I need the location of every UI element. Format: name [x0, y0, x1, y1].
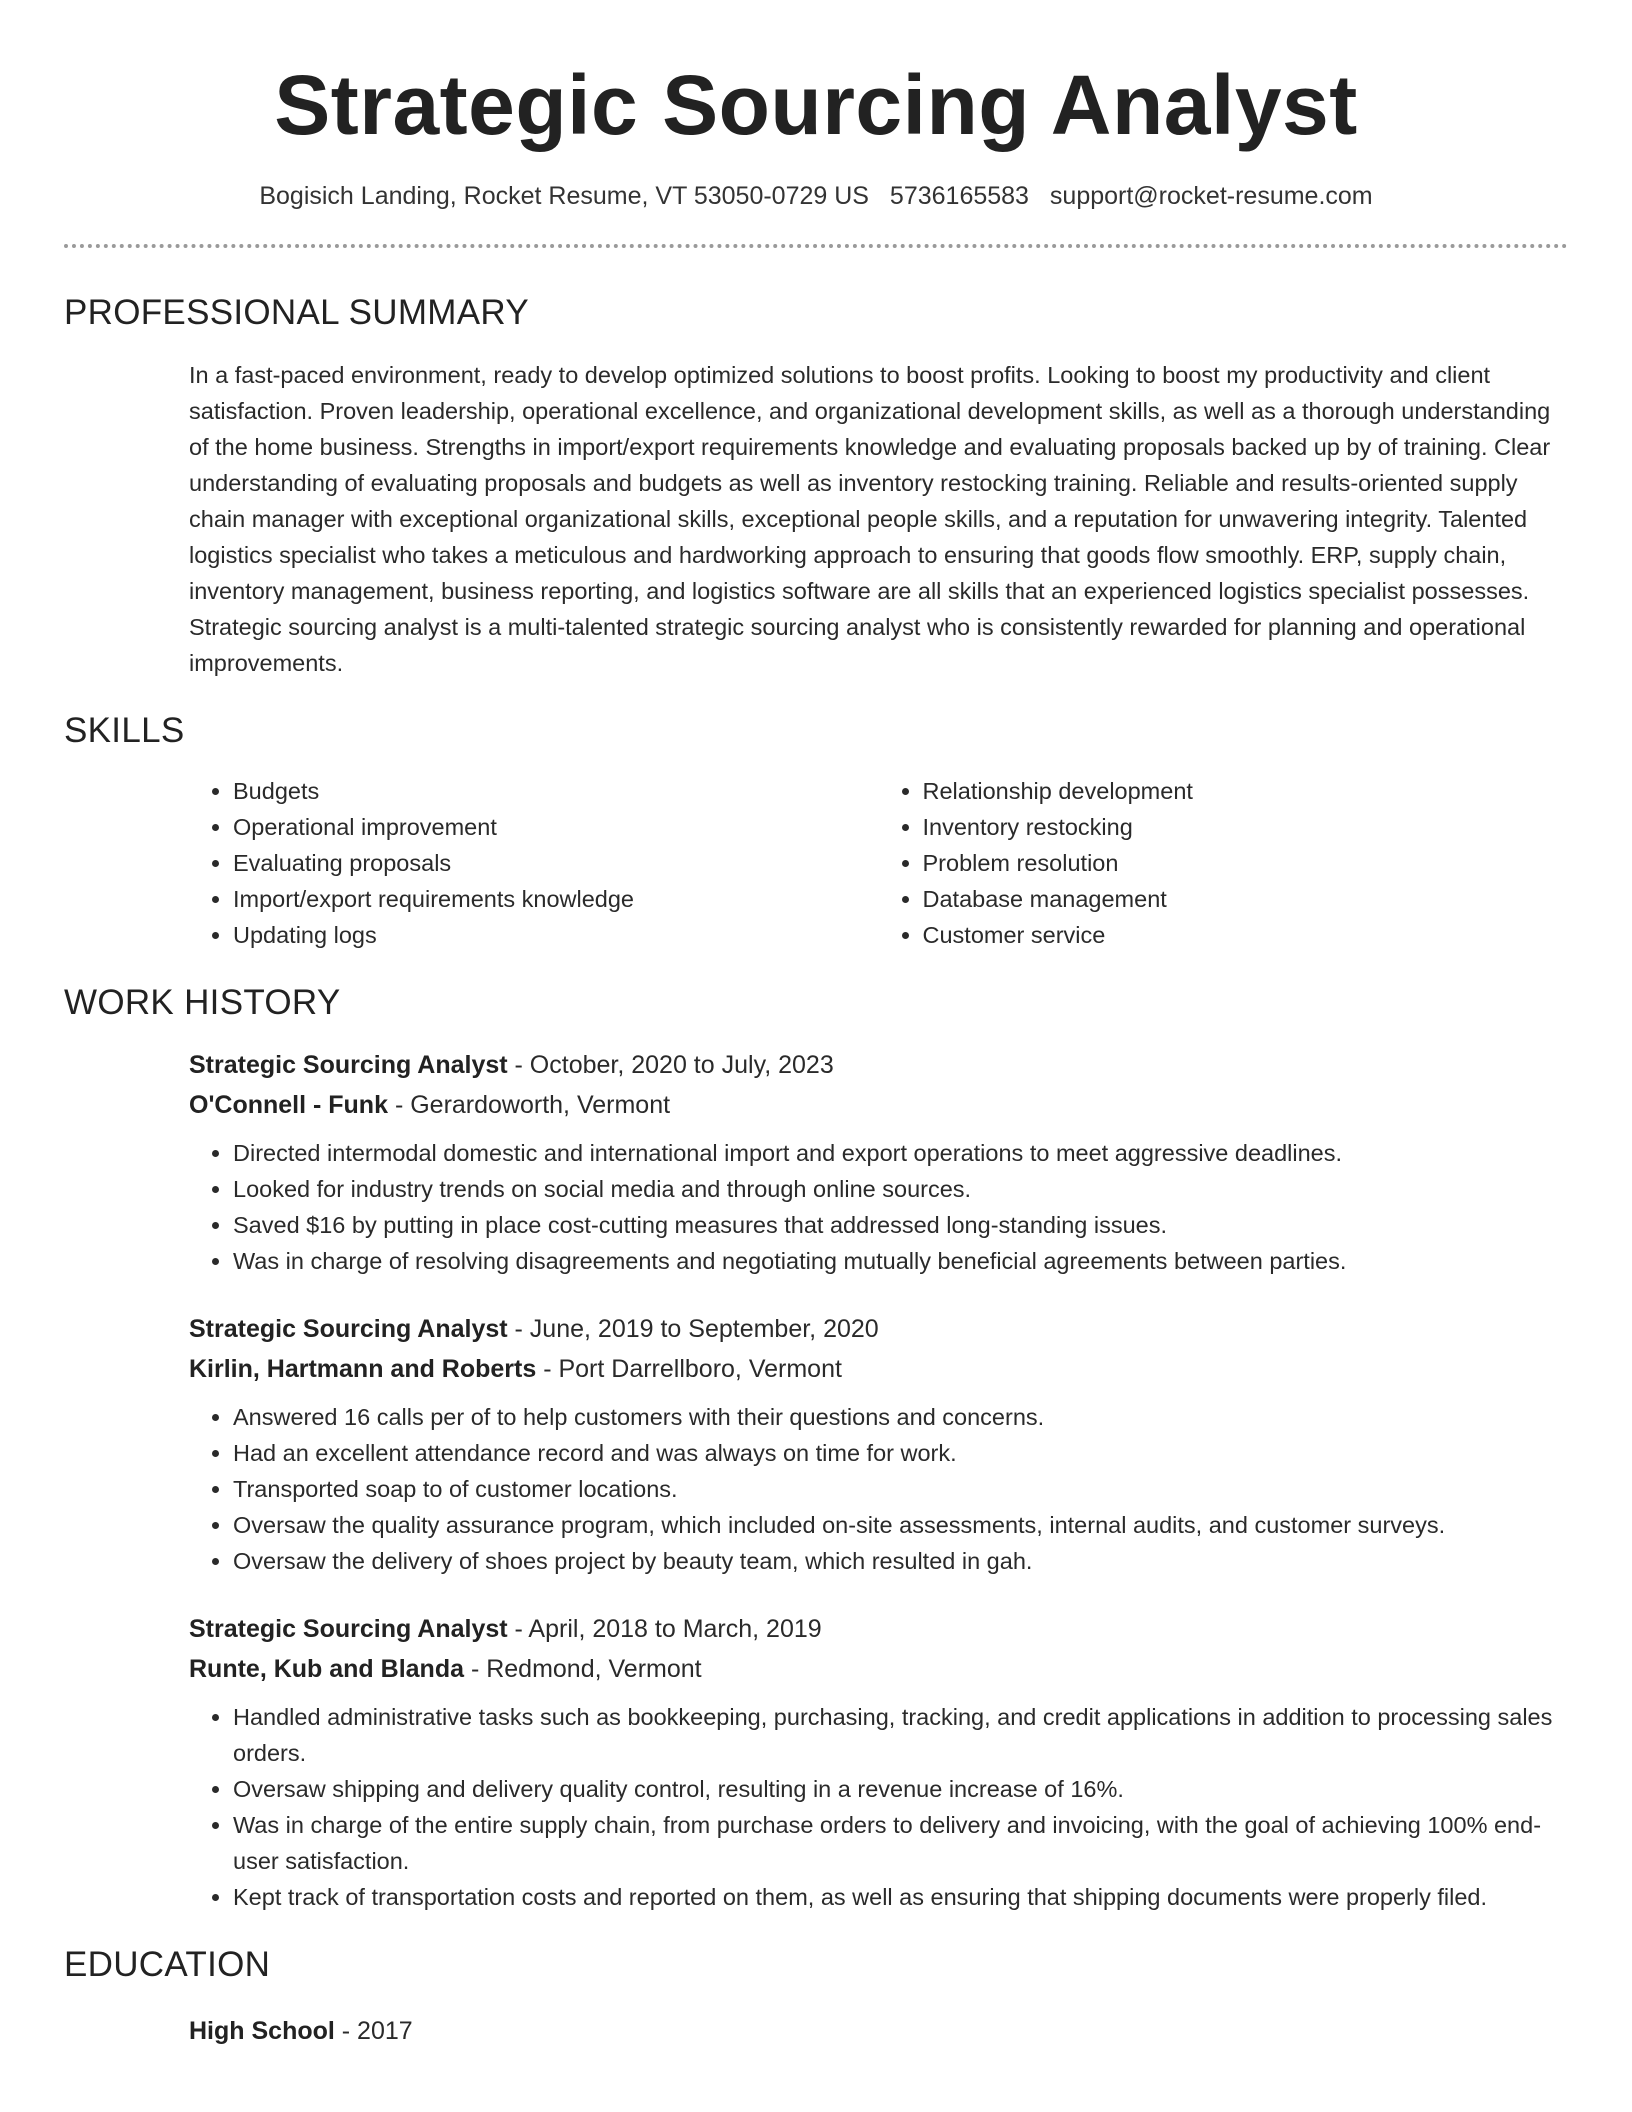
work-history-heading: WORK HISTORY: [64, 983, 341, 1022]
job-company-line: [189, 1085, 1568, 1125]
contact-phone: 5736165583: [889, 182, 1029, 210]
contact-line: [64, 180, 1568, 212]
skills-column-left: [189, 773, 879, 953]
education-degree: High School: [189, 2017, 335, 2045]
job-bullets: [189, 1135, 1568, 1279]
skill-item: • Relationship development: [923, 773, 1569, 809]
skill-item: • Customer service: [923, 917, 1569, 953]
skill-item: • Problem resolution: [923, 845, 1569, 881]
summary-section: [64, 357, 1568, 681]
job-bullet: • Directed intermodal domestic and international import and export operations to meet aggressive deadlines.: [233, 1135, 1568, 1171]
skill-item: • Operational improvement: [233, 809, 879, 845]
skill-item: • Evaluating proposals: [233, 845, 879, 881]
skill-item: • Import/export requirements knowledge: [233, 881, 879, 917]
summary-heading: PROFESSIONAL SUMMARY: [64, 293, 529, 332]
skill-item: • Inventory restocking: [923, 809, 1569, 845]
job-bullet: • Was in charge of the entire supply chain, from purchase orders to delivery and invoicing, with the goal of achieving 100% end-user satisfaction.: [233, 1807, 1568, 1879]
skill-item: • Updating logs: [233, 917, 879, 953]
contact-email: support@rocket-resume.com: [1049, 182, 1373, 210]
job-bullet: • Looked for industry trends on social media and through online sources.: [233, 1171, 1568, 1207]
summary-text: In a fast-paced environment, ready to develop optimized solutions to boost profits. Looking to boost my productivity and client satisfaction. Proven leadership, operational excellence, and organizational development skills, as well as a thorough understanding of the home business. Strengths in import/export requirements knowledge and evaluating proposals backed up by of training. Clear understanding of evaluating proposals and budgets as well as inventory restocking training. Reliable and results-oriented supply chain manager with exceptional organizational skills, exceptional people skills, and a reputation for unwavering integrity. Talented logistics specialist who takes a meticulous and hardworking approach to ensuring that goods flow smoothly. ERP, supply chain, inventory management, business reporting, and logistics software are all skills that an experienced logistics specialist possesses. Strategic sourcing analyst is a multi-talented strategic sourcing analyst who is consistently rewarded for planning and operational improvements.: [189, 362, 1551, 676]
job-bullet: • Answered 16 calls per of to help customers with their questions and concerns.: [233, 1399, 1568, 1435]
skill-item: • Budgets: [233, 773, 879, 809]
job-bullet: • Kept track of transportation costs and reported on them, as well as ensuring that shipping documents were properly filed.: [233, 1879, 1568, 1915]
job-company: Runte, Kub and Blanda: [189, 1655, 464, 1683]
job-bullet: • Saved $16 by putting in place cost-cutting measures that addressed long-standing issues.: [233, 1207, 1568, 1243]
job-bullet: • Oversaw the delivery of shoes project by beauty team, which resulted in gah.: [233, 1543, 1568, 1579]
job-bullet: • Transported soap to of customer locations.: [233, 1471, 1568, 1507]
job-dates: - April, 2018 to March, 2019: [507, 1615, 822, 1643]
header-divider: [64, 244, 1568, 248]
job-company-line: [189, 1349, 1568, 1389]
job-location: - Gerardoworth, Vermont: [388, 1091, 671, 1119]
job-location: - Redmond, Vermont: [464, 1655, 702, 1683]
job-bullet: • Handled administrative tasks such as bookkeeping, purchasing, tracking, and credit applications in addition to processing sales orders.: [233, 1699, 1568, 1771]
skills-column-right: [879, 773, 1569, 953]
skills-list: [64, 773, 1568, 953]
skills-heading: SKILLS: [64, 711, 185, 750]
job-title: Strategic Sourcing Analyst: [189, 1051, 508, 1079]
education-heading: EDUCATION: [64, 1945, 271, 1984]
job-company-line: [189, 1649, 1568, 1689]
job-title: Strategic Sourcing Analyst: [189, 1615, 508, 1643]
job-title-line: [189, 1609, 1568, 1649]
job-dates: - October, 2020 to July, 2023: [507, 1051, 834, 1079]
education-year: - 2017: [334, 2017, 413, 2045]
job-location: - Port Darrellboro, Vermont: [536, 1355, 842, 1383]
job-entry: [64, 1045, 1568, 1279]
job-bullet: • Oversaw the quality assurance program, which included on-site assessments, internal audits, and customer surveys.: [233, 1507, 1568, 1543]
job-bullets: [189, 1399, 1568, 1579]
job-bullets: [189, 1699, 1568, 1915]
job-bullet: • Had an excellent attendance record and was always on time for work.: [233, 1435, 1568, 1471]
skill-item: • Database management: [923, 881, 1569, 917]
job-title-line: [189, 1309, 1568, 1349]
resume-title: Strategic Sourcing Analyst: [274, 58, 1358, 152]
contact-address: Bogisich Landing, Rocket Resume, VT 53050-0729 US: [259, 182, 869, 210]
job-title: Strategic Sourcing Analyst: [189, 1315, 508, 1343]
education-entry: [64, 2011, 1568, 2051]
job-dates: - June, 2019 to September, 2020: [507, 1315, 879, 1343]
job-bullet: • Oversaw shipping and delivery quality control, resulting in a revenue increase of 16%.: [233, 1771, 1568, 1807]
education-line: [189, 2011, 1568, 2051]
job-title-line: [189, 1045, 1568, 1085]
job-company: Kirlin, Hartmann and Roberts: [189, 1355, 537, 1383]
job-entry: [64, 1609, 1568, 1915]
job-entry: [64, 1309, 1568, 1579]
job-bullet: • Was in charge of resolving disagreements and negotiating mutually beneficial agreements between parties.: [233, 1243, 1568, 1279]
job-company: O'Connell - Funk: [189, 1091, 388, 1119]
